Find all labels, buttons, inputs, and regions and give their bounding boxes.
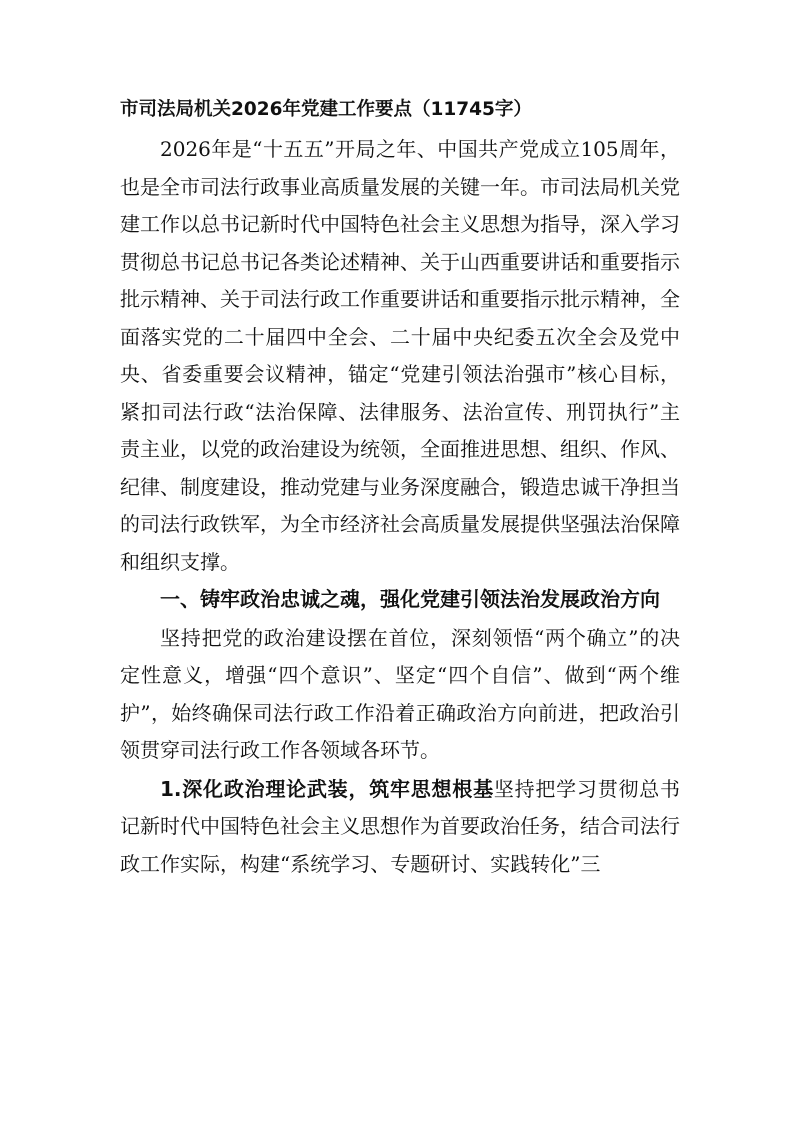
section-heading: 一、铸牢政治忠诚之魂，强化党建引领法治发展政治方向 xyxy=(160,587,660,611)
intro-paragraph: 2026年是“十五五”开局之年、中国共产党成立105周年，也是全市司法行政事业高质量发展的关键一年。市司法局机关党建工作以总书记新时代中国特色社会主义思想为指导，深入学习贯彻总书记总书记各类论述精神、关于山西重要讲话和重要指示批示精神、关于司法行政工作重要讲话和重要指示批示精神，全面落实党的二十届四中全会、二十届中央纪委五次全会及党中央、省委重要会议精神，锚定“党建引领法治强市”核心目标，紧扣司法行政“法治保障、法律服务、法治宣传、刑罚执行”主责主业，以党的政治建设为统领，全面推进思想、组织、作风、纪律、制度建设，推动党建与业务深度融合，锻造忠诚干净担当的司法行政铁军，为全市经济社会高质量发展提供坚强法治保障和组织支撑。 xyxy=(120,137,680,574)
item-text: 坚持把学习贯彻总书记新时代中国特色社会主义思想作为首要政治任务，结合司法行政工作实际，构建“系统学习、专题研讨、实践转化”三 xyxy=(120,776,681,876)
item-lead: 1.深化政治理论武装，筑牢思想根基 xyxy=(160,776,494,801)
section-intro-paragraph: 坚持把党的政治建设摆在首位，深刻领悟“两个确立”的决定性意义，增强“四个意识”、坚定“四个自信”、做到“两个维护”，始终确保司法行政工作沿着正确政治方向前进，把政治引领贯穿司法行政工作各领域各环节。 xyxy=(120,625,680,762)
document-body xyxy=(120,92,680,883)
item-paragraph xyxy=(120,771,680,884)
document-title: 市司法局机关2026年党建工作要点（11745字） xyxy=(120,99,532,120)
